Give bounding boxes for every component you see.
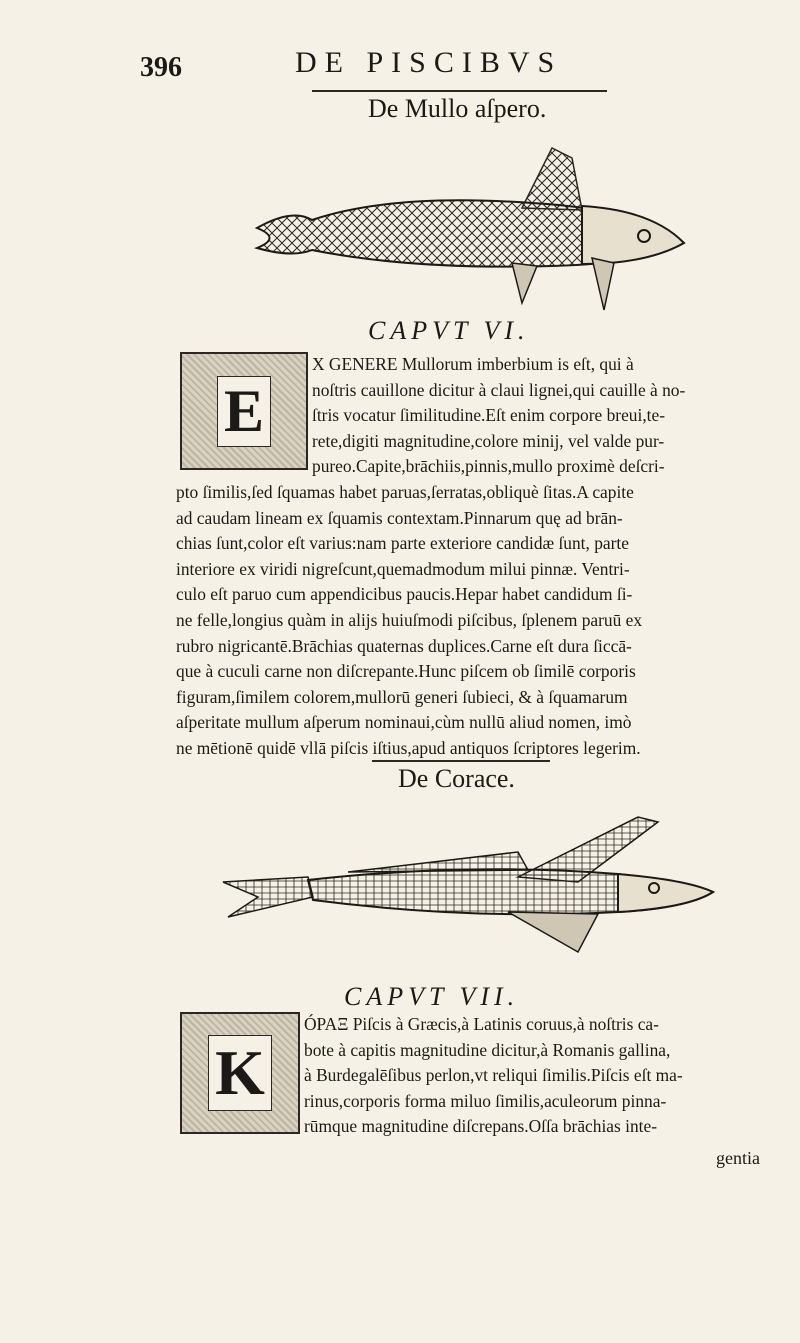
text-line: ne mētionē quidē vllā piſcis iſtius,apud antiquos ſcriptores legerim. (176, 737, 641, 758)
text-line: chias ſunt,color eſt varius:nam parte exteriore candidæ ſunt, parte (176, 533, 629, 554)
text-line: culo eſt paruo cum appendicibus paucis.Hepar habet candidum ſi- (176, 584, 633, 605)
chapter-vii-text (304, 1012, 766, 1140)
catchword: gentia (716, 1148, 760, 1168)
header-rule (312, 90, 607, 92)
text-line: rūmque magnitudine diſcrepans.Oſſa brāchias inte- (304, 1116, 658, 1137)
text-line: à Burdegalēſibus perlon,vt reliqui ſimilis.Piſcis eſt ma- (304, 1065, 683, 1086)
text-line: ne felle,longius quàm in alijs huiuſmodi piſcibus, ſplenem paruū ex (176, 609, 643, 630)
section-title-corax: De Corace. (398, 764, 515, 793)
text-line: rubro nigricantē.Brāchias quaternas duplices.Carne eſt dura ſiccā- (176, 635, 632, 656)
chapter-vi-text-indented (312, 352, 764, 480)
initial-letter: K (208, 1035, 272, 1111)
decorated-initial-k (180, 1012, 300, 1134)
text-line: figuram,ſimilem colorem,mullorū generi ſubieci, & à ſquamarum (176, 686, 628, 707)
page-number: 396 (140, 52, 182, 83)
text-line: bote à capitis magnitudine dicitur,à Romanis gallina, (304, 1039, 671, 1060)
section-title-mullus: De Mullo aſpero. (368, 94, 547, 123)
running-head: DE PISCIBVS (295, 46, 563, 79)
text-line: rinus,corporis forma miluo ſimilis,aculeorum pinna- (304, 1090, 667, 1111)
text-line: ÓPAΞ Piſcis à Græcis,à Latinis coruus,à noſtris ca- (304, 1014, 659, 1034)
corax-woodcut (218, 812, 718, 962)
text-line: ad caudam lineam ex ſquamis contextam.Pinnarum quę ad brān- (176, 507, 623, 528)
text-line: pto ſimilis,ſed ſquamas habet paruas,ſerratas,obliquè ſitas.A capite (176, 482, 634, 502)
chapter-vi-text-full (176, 480, 764, 762)
text-line: noſtris cauillone dicitur à claui lignei,qui cauille à no- (312, 379, 686, 400)
text-line: rete,digiti magnitudine,colore minij, vel valde pur- (312, 430, 665, 451)
mullus-asper-woodcut (252, 138, 702, 318)
initial-letter: E (217, 376, 271, 447)
text-line: ſtris vocatur ſimilitudine.Eſt enim corpore breui,te- (312, 405, 666, 426)
text-line: aſperitate mullum aſperum nominaui,cùm nullū aliud nomen, imò (176, 712, 632, 733)
decorated-initial-e (180, 352, 308, 470)
chapter-heading-vii: CAPVT VII. (344, 982, 520, 1011)
text-line: que à cuculi carne non diſcrepante.Hunc piſcem ob ſimilē corporis (176, 661, 636, 682)
section-rule (372, 760, 550, 762)
text-line: X GENERE Mullorum imberbium is eſt, qui à (312, 354, 634, 374)
text-line: pureo.Capite,brāchiis,pinnis,mullo proximè deſcri- (312, 456, 665, 477)
text-line: interiore ex viridi nigreſcunt,quemadmodum milui pinnæ. Ventri- (176, 558, 630, 579)
chapter-heading-vi: CAPVT VI. (368, 316, 530, 345)
